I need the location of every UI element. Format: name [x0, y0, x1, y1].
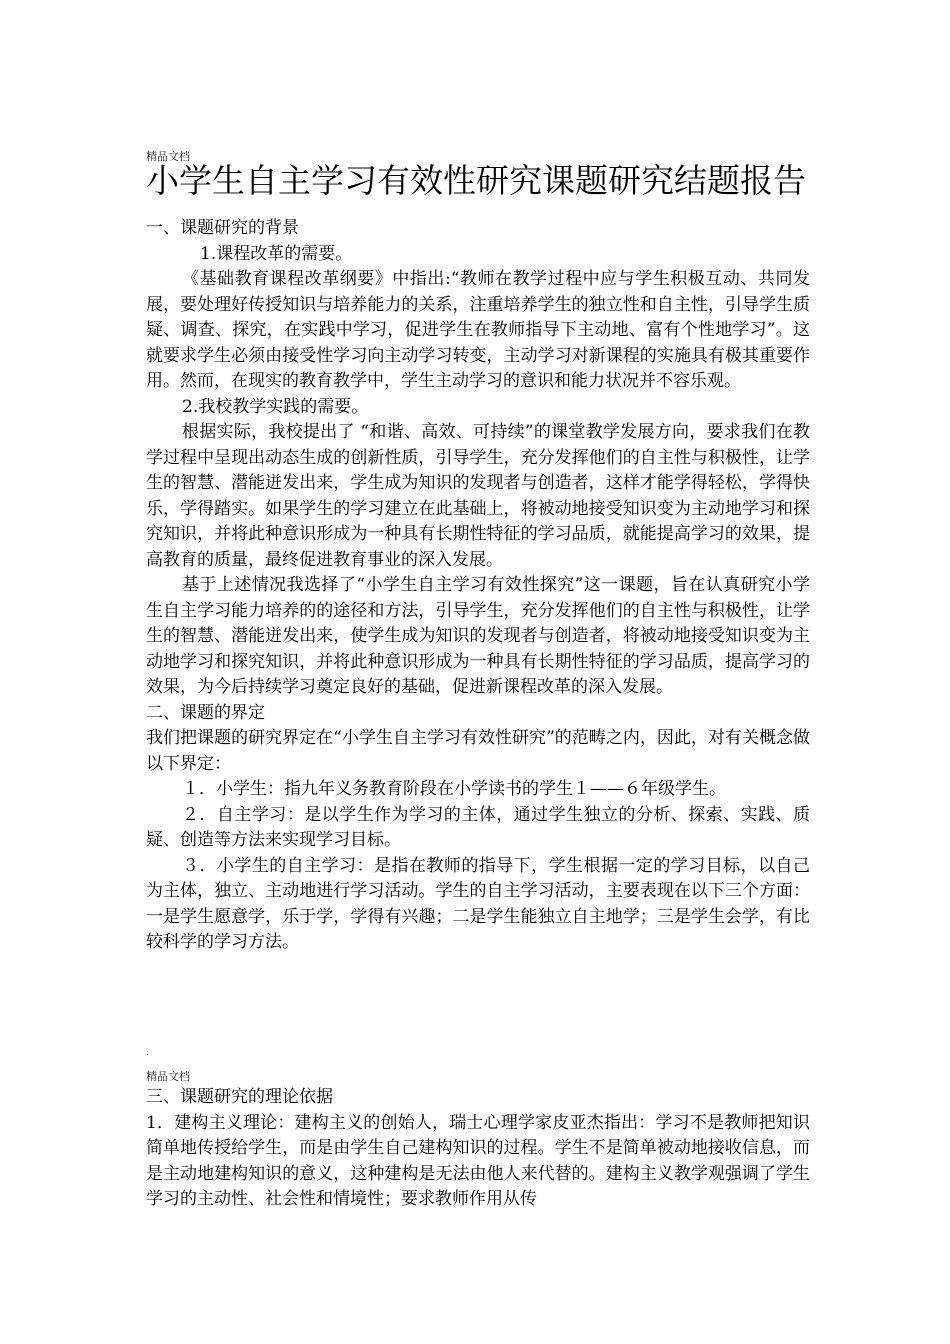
definition-item-3: ３．小学生的自主学习：是指在教师的指导下，学生根据一定的学习目标，以自己为主体，独立、主动地进行学习活动。学生的自主学习活动，主要表现在以下三个方面：一是学生愿意学，乐于学，学得有兴趣；二是学生能独立自主地学；三是学生会学，有比较科学的学习方法。: [146, 855, 810, 952]
definition-item-1: １．小学生：指九年义务教育阶段在小学读书的学生１——６年级学生。: [182, 779, 726, 799]
paragraph-school-practice: 根据实际，我校提出了 “和谐、高效、可持续”的课堂教学发展方向，要求我们在教学过程中呈现出动态生成的创新性质，引导学生，充分发挥他们的自主性与积极性，让学生的智慧、潜能迸发出来，学生成为知识的发现者与创造者，这样才能学得轻松，学得快乐，学得踏实。如果学生的学习建立在此基础上，将被动地接受知识变为主动地学习和探究知识，并将此种意识形成为一种具有长期性特征的学习品质，就能提高学习的效果，提高教育的质量，最终促进教育事业的深入发展。: [146, 422, 810, 570]
page-break-marker: .: [146, 1048, 149, 1058]
document-title: 小学生自主学习有效性研究课题研究结题报告: [146, 161, 806, 200]
paragraph-definition-intro: 我们把课题的研究界定在“小学生自主学习有效性研究”的范畴之内，因此，对有关概念做以下界定：: [146, 728, 810, 774]
subheading-curriculum-reform: 1.课程改革的需要。: [200, 243, 353, 264]
section-heading-background: 一、课题研究的背景: [146, 218, 299, 238]
paragraph-curriculum-reform: 《基础教育课程改革纲要》中指出:“教师在教学过程中应与学生积极互动、共同发展，要处理好传授知识与培养能力的关系，注重培养学生的独立性和自主性，引导学生质疑、调查、探究，在实践中学习，促进学生在教师指导下主动地、富有个性地学习”。这就要求学生必须由接受性学习向主动学习转变，主动学习对新课程的实施具有极其重要作用。然而，在现实的教育教学中，学生主动学习的意识和能力状况并不容乐观。: [146, 269, 810, 391]
section-heading-theory: 三、课题研究的理论依据: [146, 1087, 333, 1107]
page2-header: 精品文档: [146, 1070, 190, 1083]
page-header: 精品文档: [146, 150, 190, 163]
definition-item-2: ２．自主学习：是以学生作为学习的主体，通过学生独立的分析、探索、实践、质疑、创造等方法来实现学习目标。: [146, 804, 810, 850]
paragraph-topic-selection: 基于上述情况我选择了“小学生自主学习有效性探究”这一课题，旨在认真研究小学生自主学习能力培养的的途径和方法，引导学生，充分发挥他们的自主性与积极性，让学生的智慧、潜能迸发出来，使学生成为知识的发现者与创造者，将被动地接受知识变为主动地学习和探究知识，并将此种意识形成为一种具有长期性特征的学习品质，提高学习的效果，为今后持续学习奠定良好的基础，促进新课程改革的深入发展。: [146, 575, 810, 697]
subheading-school-practice: 2.我校教学实践的需要。: [182, 396, 369, 417]
section-heading-definition: 二、课题的界定: [146, 702, 265, 723]
page1-body: [146, 216, 810, 956]
page2-body: [146, 1085, 810, 1213]
paragraph-constructivism: 1．建构主义理论：建构主义的创始人，瑞士心理学家皮亚杰指出：学习不是教师把知识简单地传授给学生，而是由学生自己建构知识的过程。学生不是简单被动地接收信息，而是主动地建构知识的意义，这种建构是无法由他人来代替的。建构主义教学观强调了学生学习的主动性、社会性和情境性；要求教师作用从传: [146, 1112, 810, 1209]
